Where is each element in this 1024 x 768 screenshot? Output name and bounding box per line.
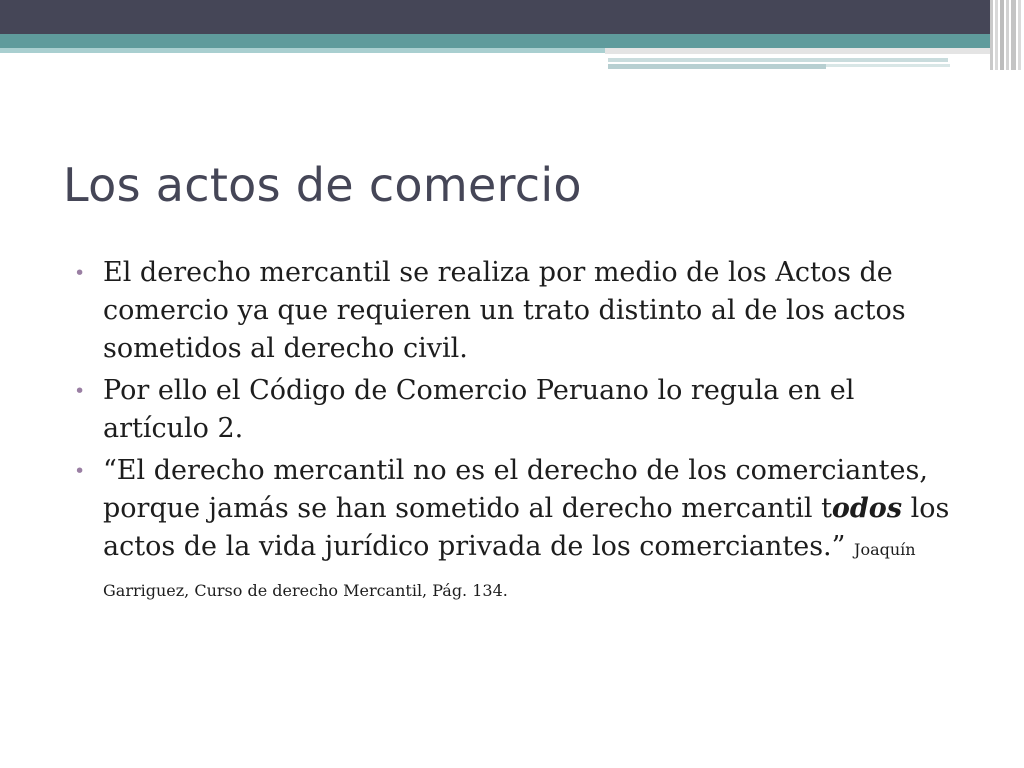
bullet-text: El derecho mercantil se realiza por medio de los Actos de comercio ya que requieren un trato distinto al de los actos sometidos al derecho civil. — [103, 257, 906, 364]
bullet-icon: • — [74, 262, 86, 284]
header-teal-light-bar — [0, 48, 605, 53]
quote-emphasis: odos — [831, 493, 903, 524]
quote-text: “El derecho mercantil no es el derecho de los comerciantes, porque jamás se han sometido al derecho mercantil t — [103, 455, 928, 524]
header-accent-line — [826, 64, 950, 67]
header-accent-line — [608, 64, 826, 69]
bullet-item — [74, 254, 964, 368]
bullet-text: Por ello el Código de Comercio Peruano lo regula en el artículo 2. — [103, 375, 855, 444]
header-vertical-stripes — [990, 0, 1024, 70]
bullet-item — [74, 372, 964, 448]
header-teal-bar — [0, 34, 990, 48]
quote-citation: Joaquín Garriguez, Curso de derecho Mercantil, Pág. 134. — [103, 540, 916, 600]
bullet-list — [74, 254, 964, 614]
header-dark-bar — [0, 0, 990, 34]
header-gray-strip — [605, 48, 990, 54]
slide-title: Los actos de comercio — [63, 158, 582, 212]
bullet-icon: • — [74, 380, 86, 402]
bullet-item — [74, 452, 964, 610]
bullet-icon: • — [74, 460, 86, 482]
header-accent-line — [608, 58, 948, 62]
quote-text-end: los actos de la vida jurídico privada de los comerciantes.” — [103, 493, 950, 562]
